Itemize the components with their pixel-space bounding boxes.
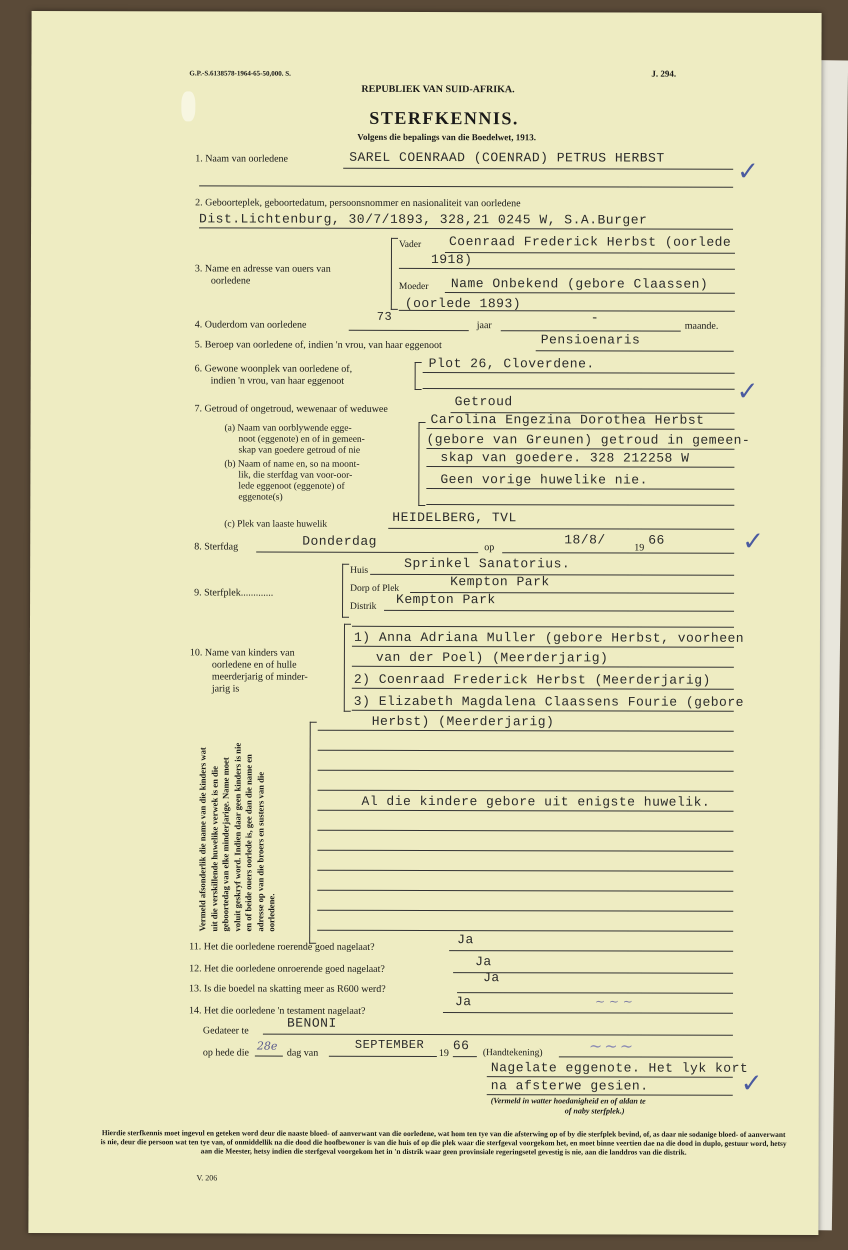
- rule: [445, 252, 735, 254]
- answer-estate-value: Ja: [483, 970, 500, 986]
- capacity-note: (Vermeld in watter hoedanigheid en of aldan te: [490, 1096, 646, 1106]
- label-children-1: 10. Name van kinders van: [189, 647, 295, 659]
- answer-immovable: Ja: [475, 954, 492, 970]
- republic-heading: REPUBLIEK VAN SUID-AFRIKA.: [361, 83, 515, 96]
- answer-father: Coenraad Frederick Herbst (oorlede: [448, 234, 732, 250]
- label-children-3: meerderjarig of minder-: [211, 671, 308, 683]
- form-number: J. 294.: [651, 68, 677, 79]
- answer-previous-spouse: Geen vorige huwelike nie.: [440, 472, 648, 488]
- label-years: jaar: [476, 320, 492, 332]
- rule: [426, 504, 734, 506]
- label-months: maande.: [684, 320, 719, 332]
- label-parents-2: oorledene: [210, 275, 251, 287]
- rule: [256, 552, 478, 554]
- rule: [317, 890, 733, 892]
- label-this-day: op hede die: [202, 1047, 249, 1059]
- label-century: 19: [634, 542, 645, 554]
- answer-marital: Getroud: [454, 394, 513, 410]
- rule: [399, 268, 735, 270]
- label-mother: Moeder: [398, 281, 429, 293]
- answer-death-year: 66: [648, 532, 665, 548]
- rule: [559, 1056, 733, 1057]
- answer-capacity: Nagelate eggenote. Het lyk kort: [490, 1060, 749, 1076]
- rule: [318, 750, 734, 752]
- rule: [423, 372, 735, 374]
- brace: [342, 564, 349, 618]
- brace: [391, 238, 398, 310]
- rule: [343, 168, 733, 170]
- death-notice-form: [28, 11, 821, 1235]
- rule: [352, 626, 734, 628]
- rule: [536, 350, 734, 352]
- label-spouse-b2: lik, die sterfdag van voor-oor-: [238, 470, 353, 481]
- answer-father-2: 1918): [430, 252, 473, 268]
- page-title: STERFKENNIS.: [369, 107, 519, 129]
- brace: [415, 362, 422, 390]
- answer-town: Kempton Park: [450, 574, 550, 590]
- label-name: 1. Naam van oorledene: [195, 153, 288, 165]
- answer-spouse-3: skap van goedere. 328 212258 W: [440, 450, 690, 466]
- page-subtitle: Volgens die bepalings van die Boedelwet, 1913.: [357, 131, 536, 143]
- rule: [443, 1012, 733, 1014]
- answer-year: 66: [452, 1038, 470, 1054]
- check-mark-icon: ✓: [740, 1068, 763, 1099]
- rule: [263, 1034, 733, 1036]
- child-3-cont: Herbst) (Meerderjarig): [371, 713, 555, 730]
- rule: [352, 666, 734, 668]
- answer-death-date: 18/8/: [564, 532, 606, 548]
- label-death-date: 8. Sterfdag: [194, 541, 239, 553]
- child-3: 3) Elizabeth Magdalena Claassens Fourie (gebore: [353, 693, 744, 710]
- rule: [449, 950, 733, 952]
- child-2: 2) Coenraad Frederick Herbst (Meerderjarig): [353, 671, 711, 688]
- rule: [352, 646, 734, 648]
- answer-birth: Dist.Lichtenburg, 30/7/1893, 328,21 0245 W, S.A.Burger: [199, 211, 648, 228]
- child-1-cont: van der Poel) (Meerderjarig): [375, 649, 609, 666]
- rule: [255, 1056, 283, 1057]
- label-signature: (Handtekening): [482, 1048, 543, 1059]
- label-spouse-b1: (b) Naam of name en, so na moont-: [224, 459, 360, 470]
- answer-occupation: Pensioenaris: [540, 332, 641, 348]
- label-district: Distrik: [350, 601, 377, 612]
- rule: [318, 770, 734, 772]
- version-code: V. 206: [196, 1173, 218, 1183]
- rule: [318, 730, 734, 732]
- rule: [199, 185, 733, 187]
- paper-stain: [181, 91, 195, 121]
- label-children-2: oorledene en of hulle: [211, 659, 297, 671]
- answer-mother-2: (oorlede 1893): [404, 295, 522, 312]
- label-movable: 11. Het die oorledene roerende goed nagelaat?: [189, 941, 375, 953]
- label-town: Dorp of Plek: [350, 583, 400, 594]
- label-day-of: dag van: [286, 1047, 319, 1059]
- rule: [317, 830, 733, 832]
- rule: [317, 870, 733, 872]
- rule: [318, 810, 734, 812]
- answer-district: Kempton Park: [396, 591, 496, 608]
- rule: [388, 528, 734, 530]
- rule: [199, 227, 733, 229]
- child-1: 1) Anna Adriana Muller (gebore Herbst, voorheen: [353, 629, 745, 646]
- answer-day: 28e: [256, 1039, 278, 1053]
- answer-month: SEPTEMBER: [354, 1037, 425, 1052]
- answer-movable: Ja: [457, 932, 474, 948]
- rule: [317, 910, 733, 912]
- label-house: Huis: [350, 565, 369, 576]
- label-marital: 7. Getroud of ongetroud, wewenaar of weduwee: [194, 403, 388, 415]
- brace: [309, 722, 317, 944]
- label-death-place: 9. Sterfplek.............: [194, 587, 274, 599]
- label-spouse-b3: lede eggenoot (eggenote) of: [238, 481, 345, 492]
- label-century-2: 19: [438, 1048, 449, 1060]
- footer-instructions: Hierdie sterfkennis moet ingevul en geteken word deur die naaste bloed- of aanverwant van die oorledene, wat hom ten tye van die afsterwing op of by die sterfplek bevind, of, as daar nie sodanige bloed- of aanverwant is nie, deur die persoon wat ten tye van, of onmiddellik na die dood die hoofbewoner is van die huis of op die plek waar die sterfgeval voorgekom het, en moet binne veertien dae na die dood in duplo, gestuur word, hetsy aan die Meester, hetsy indien die sterfgeval voorgekom het in 'n distrik waar geen provinsiale regeringsetel gevestig is nie, aan die landdros van die distrik.: [100, 1128, 787, 1157]
- rule: [426, 488, 734, 490]
- label-children-4: jarig is: [211, 683, 240, 695]
- label-spouse-a1: (a) Naam van oorblywende egge-: [224, 423, 352, 434]
- rule: [453, 1056, 477, 1057]
- check-mark-icon: ✓: [737, 156, 760, 187]
- label-birth: 2. Geboorteplek, geboortedatum, persoonsnommer en nasionaliteit van oorledene: [195, 197, 521, 210]
- check-mark-icon: ✓: [736, 376, 759, 407]
- answer-age-months: -: [590, 310, 600, 326]
- rule: [445, 292, 735, 294]
- label-spouse-b4: eggenote(s): [238, 492, 283, 503]
- answer-name: SAREL COENRAAD (COENRAD) PETRUS HERBST: [349, 149, 665, 166]
- answer-spouse-2: (gebore van Greunen) getroud in gemeen-: [426, 432, 751, 448]
- signature: ~~~: [588, 1036, 636, 1056]
- rule: [423, 388, 735, 390]
- answer-spouse-1: Carolina Engezina Dorothea Herbst: [430, 412, 705, 428]
- rule: [502, 552, 734, 554]
- label-age: 4. Ouderdom van oorledene: [194, 319, 307, 331]
- answer-dated-at: BENONI: [286, 1015, 337, 1031]
- answer-last-marriage: HEIDELBERG, TVL: [392, 509, 517, 526]
- label-father: Vader: [398, 239, 422, 250]
- label-estate-value: 13. Is die boedel na skatting meer as R600 werd?: [189, 983, 386, 995]
- answer-capacity-2: na afsterwe gesien.: [490, 1078, 649, 1094]
- answer-residence: Plot 26, Cloverdene.: [428, 356, 595, 372]
- rule: [426, 466, 734, 468]
- answer-testament: Ja: [454, 994, 472, 1010]
- label-dated-at: Gedateer te: [202, 1025, 249, 1037]
- label-on: op: [484, 542, 495, 554]
- rule: [370, 574, 734, 576]
- label-parents: 3. Name en adresse van ouers van: [194, 263, 331, 275]
- label-testament: 14. Het die oorledene 'n testament nagelaat?: [188, 1005, 366, 1017]
- rule: [329, 1056, 437, 1057]
- rule: [352, 688, 734, 690]
- answer-mother: Name Onbekend (gebore Claassen): [450, 276, 709, 292]
- rule: [317, 930, 733, 932]
- label-residence: 6. Gewone woonplek van oorledene of,: [194, 363, 353, 375]
- label-residence-2: indien 'n vrou, van haar eggenoot: [210, 375, 345, 387]
- label-occupation: 5. Beroep van oorledene of, indien 'n vrou, van haar eggenoot: [194, 339, 442, 352]
- rule: [399, 310, 735, 312]
- label-immovable: 12. Het die oorledene onroerende goed nagelaat?: [189, 963, 385, 975]
- label-last-marriage: (c) Plek van laaste huwelik: [224, 519, 328, 530]
- handwritten-annotation: ~ ~ ~: [594, 994, 633, 1009]
- rule: [384, 610, 734, 612]
- capacity-note-2: of naby sterfplek.): [564, 1106, 625, 1116]
- label-spouse-a2: noot (eggenote) en of in gemeen-: [238, 434, 365, 445]
- label-spouse-a3: skap van goedere getroud of nie: [238, 445, 361, 456]
- children-note: Al die kindere gebore uit enigste huwelik.: [361, 793, 711, 810]
- rule: [318, 790, 734, 792]
- rule: [427, 428, 735, 430]
- check-mark-icon: ✓: [742, 526, 765, 557]
- brace: [418, 422, 425, 506]
- rule: [349, 330, 469, 331]
- rule: [352, 710, 734, 712]
- print-code: G.P.-S.6138578-1964-65-50,000. S.: [189, 69, 291, 78]
- answer-death-day: Donderdag: [302, 533, 377, 549]
- brace: [344, 624, 351, 712]
- answer-age-years: 73: [376, 309, 393, 324]
- side-instruction-text: Vermeld afsonderlik die name van die kinders wat uit die verskillende huwelike verwek is en die geboortedag van elke minderjarige. Name moet voluit geskryf word. Indien daar geen kinders is nie en of beide ouers oorlede is, gee dan die name en adresse op van die broers en susters van die oorledene.: [197, 742, 277, 932]
- answer-house: Sprinkel Sanatorius.: [404, 555, 571, 572]
- rule: [317, 850, 733, 852]
